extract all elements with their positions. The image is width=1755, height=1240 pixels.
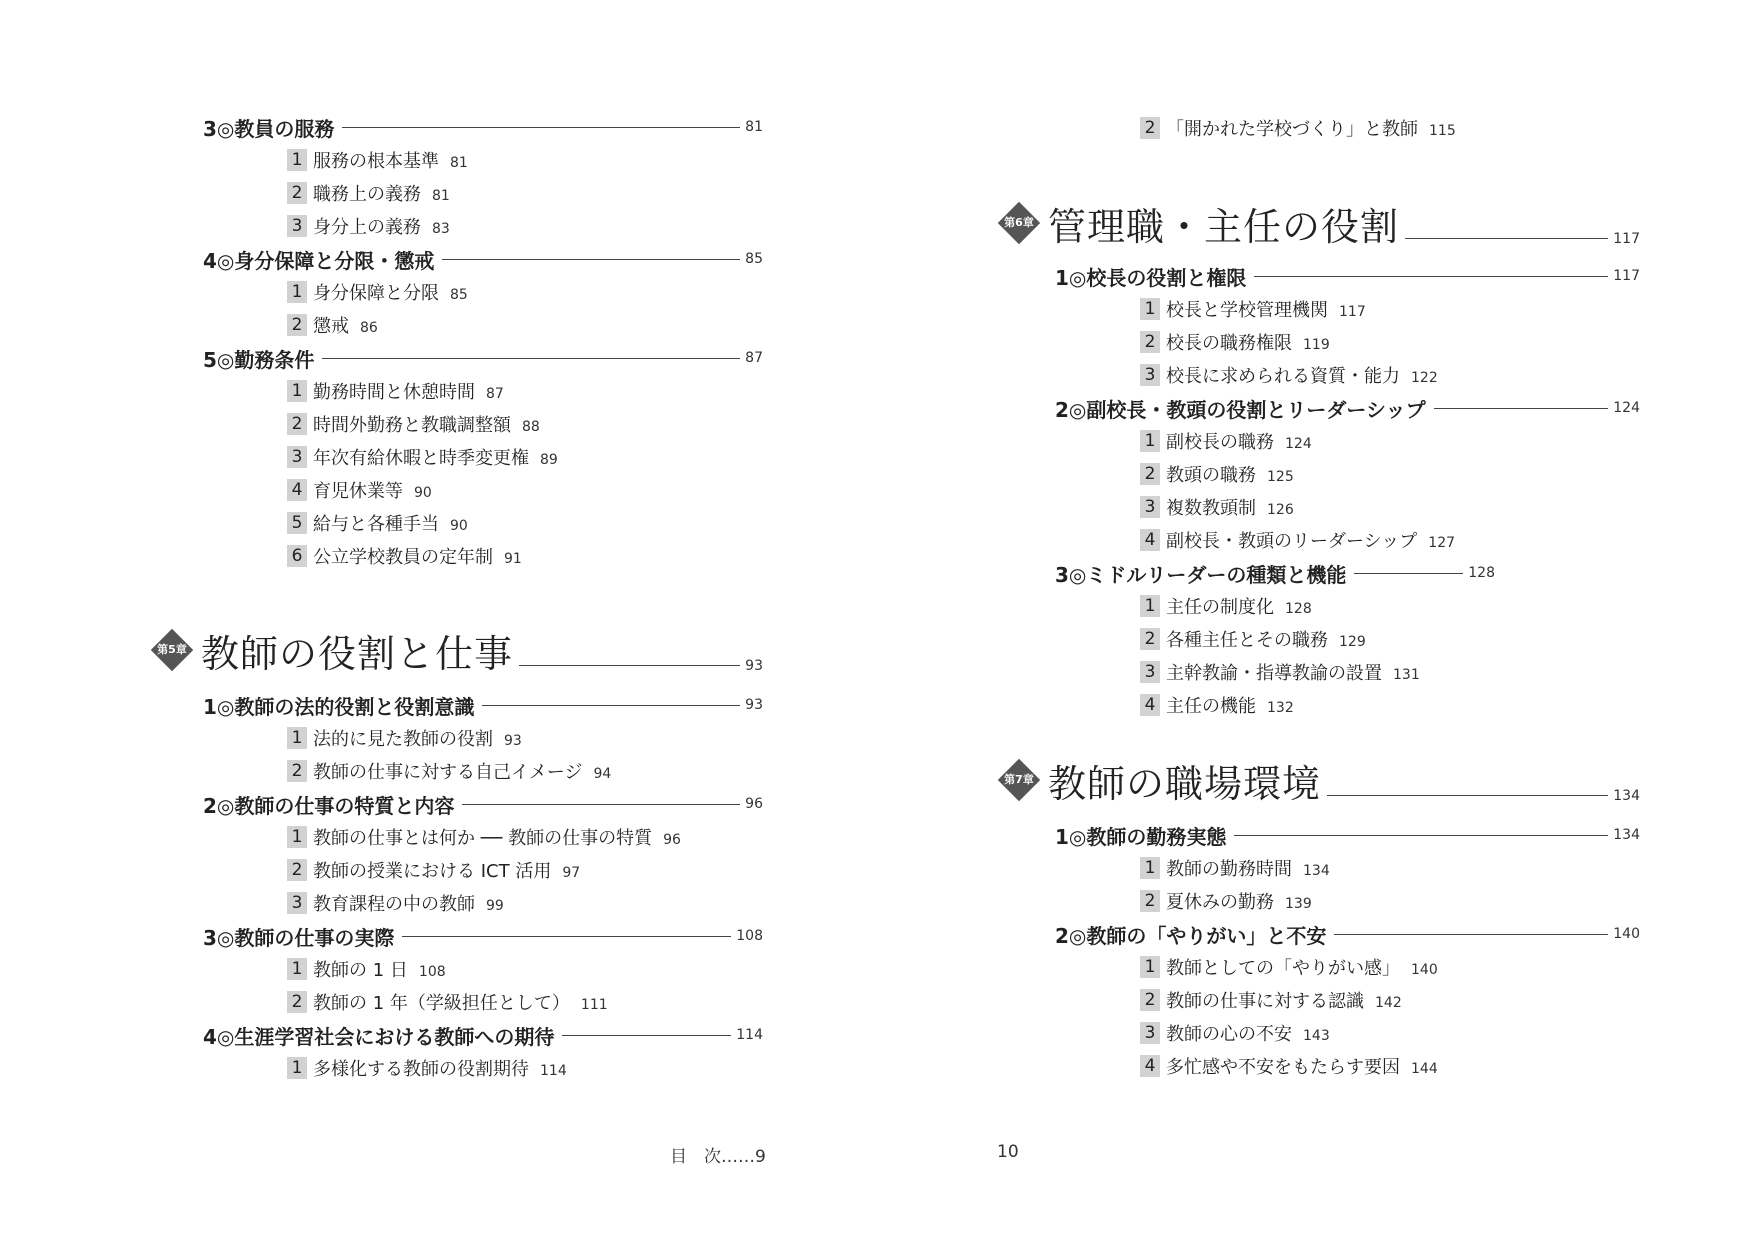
subsection-number: 1 (287, 149, 307, 171)
subsection-number: 2 (1140, 989, 1160, 1011)
toc-subsection[interactable] (1140, 1051, 1438, 1081)
subsection-title: 主任の制度化 (1166, 597, 1274, 618)
subsection-title: 年次有給休暇と時季変更権 (313, 448, 529, 469)
toc-section[interactable] (1055, 820, 1640, 850)
leader-line (1334, 934, 1608, 935)
subsection-title: 多忙感や不安をもたらす要因 (1166, 1057, 1400, 1078)
subsection-number: 3 (287, 446, 307, 468)
leader-line (562, 1035, 731, 1036)
subsection-title: 教頭の職務 (1166, 465, 1256, 486)
subsection-number: 3 (1140, 364, 1160, 386)
toc-section[interactable] (203, 789, 763, 819)
subsection-title: 時間外勤務と教職調整額 (313, 415, 511, 436)
chapter-number: 第6章 (1004, 216, 1034, 229)
page-number: 90 (450, 518, 468, 534)
page-number: 86 (360, 320, 378, 336)
subsection-number: 6 (287, 545, 307, 567)
toc-subsection[interactable] (1140, 492, 1294, 522)
chapter-badge (150, 628, 194, 672)
page-number: 139 (1285, 896, 1312, 912)
subsection-title: 副校長の職務 (1166, 432, 1274, 453)
subsection-title: 教師の授業における ICT 活用 (313, 861, 552, 882)
toc-subsection[interactable] (287, 723, 522, 753)
page-number: 124 (1613, 400, 1640, 416)
toc-subsection[interactable] (287, 954, 446, 984)
toc-subsection[interactable] (1140, 591, 1312, 621)
subsection-title: 複数教頭制 (1166, 498, 1256, 519)
page-number: 117 (1613, 231, 1640, 247)
section-title: 3◎ミドルリーダーの種類と機能 (1055, 562, 1347, 587)
page-number: 85 (745, 251, 763, 267)
toc-section[interactable] (1055, 261, 1640, 291)
page-number: 81 (745, 119, 763, 135)
toc-subsection[interactable] (1140, 624, 1366, 654)
page-number: 126 (1267, 502, 1294, 518)
toc-subsection[interactable] (1140, 294, 1366, 324)
page-number: 93 (745, 658, 763, 674)
section-title: 1◎教師の法的役割と役割意識 (203, 694, 475, 719)
toc-subsection[interactable] (1140, 690, 1294, 720)
toc-subsection[interactable] (287, 409, 540, 439)
toc-subsection[interactable] (287, 211, 450, 241)
chapter-badge (997, 758, 1041, 802)
toc-subsection[interactable] (1140, 952, 1438, 982)
subsection-title: 職務上の義務 (313, 184, 421, 205)
page-number: 125 (1267, 469, 1294, 485)
toc-subsection[interactable] (1140, 985, 1402, 1015)
toc-subsection[interactable] (287, 178, 450, 208)
page-number: 134 (1303, 863, 1330, 879)
subsection-number: 1 (287, 958, 307, 980)
toc-subsection[interactable] (1140, 853, 1330, 883)
leader-line (1434, 408, 1609, 409)
subsection-number: 2 (287, 859, 307, 881)
subsection-title: 校長に求められる資質・能力 (1166, 366, 1400, 387)
page-number: 140 (1411, 962, 1438, 978)
subsection-number: 4 (1140, 1055, 1160, 1077)
page-number: 144 (1411, 1061, 1438, 1077)
subsection-title: 各種主任とその職務 (1166, 630, 1328, 651)
toc-subsection[interactable] (287, 1053, 567, 1083)
toc-subsection[interactable] (1140, 657, 1420, 687)
page-number: 108 (736, 928, 763, 944)
page-number: 88 (522, 419, 540, 435)
page-number: 97 (562, 865, 581, 881)
toc-section[interactable] (203, 921, 763, 951)
subsection-title: 教師の 1 日 (313, 960, 408, 981)
subsection-number: 3 (1140, 1022, 1160, 1044)
subsection-number: 1 (287, 1057, 307, 1079)
page-number: 131 (1393, 667, 1420, 683)
section-title: 1◎教師の勤務実態 (1055, 824, 1227, 849)
subsection-number: 3 (1140, 496, 1160, 518)
toc-subsection[interactable] (287, 310, 378, 340)
toc-subsection[interactable] (287, 145, 468, 175)
toc-subsection[interactable] (1140, 426, 1312, 456)
section-title: 4◎身分保障と分限・懲戒 (203, 248, 435, 273)
page-number: 115 (1429, 123, 1456, 139)
page-number: 108 (418, 964, 446, 980)
subsection-title: 教師の心の不安 (1166, 1024, 1292, 1045)
page-number: 87 (486, 386, 504, 402)
left-page (0, 0, 877, 1240)
subsection-title: 夏休みの勤務 (1166, 892, 1274, 913)
subsection-number: 1 (1140, 430, 1160, 452)
toc-subsection[interactable] (287, 855, 580, 885)
toc-subsection[interactable] (1140, 360, 1438, 390)
subsection-number: 2 (287, 314, 307, 336)
subsection-title: 教師の 1 年（学級担任として） (313, 993, 570, 1014)
page-number: 90 (414, 485, 432, 501)
subsection-title: 多様化する教師の役割期待 (313, 1059, 529, 1080)
subsection-title: 身分上の義務 (313, 217, 421, 238)
chapter-title: 教師の職場環境 (1048, 761, 1322, 806)
page-number: 89 (540, 452, 558, 468)
subsection-number: 1 (1140, 595, 1160, 617)
leader-line (402, 936, 731, 937)
leader-line (1234, 835, 1608, 836)
toc-section[interactable] (203, 690, 763, 720)
page-number: 96 (745, 796, 763, 812)
section-title: 3◎教員の服務 (203, 116, 335, 141)
page-number: 132 (1267, 700, 1294, 716)
page-number: 124 (1285, 436, 1312, 452)
page-number: 91 (504, 551, 522, 567)
subsection-title: 服務の根本基準 (313, 151, 439, 172)
subsection-number: 2 (287, 182, 307, 204)
subsection-title: 「開かれた学校づくり」と教師 (1166, 119, 1418, 140)
page-number: 83 (432, 221, 450, 237)
toc-subsection[interactable] (1140, 1018, 1330, 1048)
toc-subsection[interactable] (287, 277, 468, 307)
page-number: 129 (1339, 634, 1366, 650)
subsection-number: 5 (287, 512, 307, 534)
leader-line (322, 358, 740, 359)
page-number: 114 (540, 1063, 567, 1079)
subsection-title: 法的に見た教師の役割 (313, 729, 493, 750)
chapter-title: 教師の役割と仕事 (201, 631, 514, 676)
subsection-title: 身分保障と分限 (313, 283, 439, 304)
toc-subsection[interactable] (287, 541, 522, 571)
subsection-title: 校長と学校管理機関 (1166, 300, 1328, 321)
page-number: 114 (736, 1027, 763, 1043)
leader-line (342, 127, 740, 128)
page-number: 117 (1613, 268, 1640, 284)
page-number: 117 (1339, 304, 1366, 320)
subsection-title: 教育課程の中の教師 (313, 894, 475, 915)
subsection-title: 教師としての「やりがい感」 (1166, 958, 1400, 979)
page-number: 87 (745, 350, 763, 366)
subsection-number: 2 (287, 413, 307, 435)
toc-subsection[interactable] (287, 987, 608, 1017)
toc-section[interactable] (203, 1020, 763, 1050)
toc-section[interactable] (1055, 919, 1640, 949)
page-number: 127 (1428, 535, 1456, 551)
subsection-number: 2 (1140, 117, 1160, 139)
leader-line (1327, 795, 1608, 796)
leader-line (519, 665, 740, 666)
toc-subsection[interactable] (1140, 886, 1312, 916)
subsection-number: 3 (287, 892, 307, 914)
page-number: 142 (1375, 995, 1402, 1011)
section-title: 3◎教師の仕事の実際 (203, 925, 395, 950)
subsection-title: 育児休業等 (313, 481, 403, 502)
subsection-title: 教師の仕事に対する認識 (1166, 991, 1364, 1012)
toc-subsection[interactable] (287, 475, 432, 505)
chapter-title: 管理職・主任の役割 (1048, 204, 1400, 249)
page-number: 96 (663, 832, 681, 848)
chapter-number: 第7章 (1004, 773, 1034, 786)
leader-line (462, 804, 740, 805)
toc-subsection[interactable] (287, 508, 468, 538)
subsection-title: 給与と各種手当 (313, 514, 439, 535)
page-number: 140 (1613, 926, 1640, 942)
subsection-title: 教師の仕事に対する自己イメージ (313, 762, 583, 783)
page-number: 93 (504, 733, 522, 749)
leader-line (1405, 238, 1608, 239)
leader-line (482, 705, 740, 706)
toc-chapter[interactable] (150, 622, 763, 678)
subsection-number: 4 (1140, 529, 1160, 551)
leader-line (442, 259, 740, 260)
toc-subsection[interactable] (1140, 113, 1456, 143)
toc-section[interactable] (203, 343, 763, 373)
subsection-number: 2 (287, 991, 307, 1013)
page-number: 85 (450, 287, 468, 303)
toc-section[interactable] (1055, 558, 1495, 588)
page-number: 122 (1411, 370, 1438, 386)
subsection-number: 1 (1140, 298, 1160, 320)
page-number: 94 (593, 766, 612, 782)
section-title: 1◎校長の役割と権限 (1055, 265, 1247, 290)
subsection-title: 教師の仕事とは何か ── 教師の仕事の特質 (313, 828, 653, 849)
subsection-number: 2 (1140, 890, 1160, 912)
toc-subsection[interactable] (287, 442, 558, 472)
toc-subsection[interactable] (287, 756, 611, 786)
section-title: 2◎教師の仕事の特質と内容 (203, 793, 455, 818)
page-number: 128 (1285, 601, 1312, 617)
page-number: 81 (432, 188, 450, 204)
toc-subsection[interactable] (287, 822, 681, 852)
section-title: 5◎勤務条件 (203, 347, 315, 372)
toc-subsection[interactable] (1140, 459, 1294, 489)
subsection-number: 4 (287, 479, 307, 501)
subsection-title: 主幹教諭・指導教諭の設置 (1166, 663, 1382, 684)
subsection-number: 1 (287, 281, 307, 303)
right-page (877, 0, 1755, 1240)
chapter-badge (997, 201, 1041, 245)
subsection-number: 2 (287, 760, 307, 782)
toc-subsection[interactable] (287, 376, 504, 406)
subsection-number: 2 (1140, 463, 1160, 485)
subsection-number: 2 (1140, 628, 1160, 650)
page-number: 111 (580, 997, 608, 1013)
subsection-title: 主任の機能 (1166, 696, 1256, 717)
toc-section[interactable] (203, 244, 763, 274)
subsection-number: 1 (287, 727, 307, 749)
subsection-number: 3 (287, 215, 307, 237)
subsection-title: 勤務時間と休憩時間 (313, 382, 475, 403)
leader-line (1254, 276, 1608, 277)
page-number: 99 (486, 898, 504, 914)
leader-line (1354, 573, 1463, 574)
subsection-title: 副校長・教頭のリーダーシップ (1166, 531, 1418, 552)
subsection-title: 懲戒 (313, 316, 349, 337)
subsection-title: 公立学校教員の定年制 (313, 547, 493, 568)
subsection-number: 1 (1140, 857, 1160, 879)
subsection-number: 4 (1140, 694, 1160, 716)
chapter-number: 第5章 (157, 643, 187, 656)
section-title: 4◎生涯学習社会における教師への期待 (203, 1024, 555, 1049)
toc-section[interactable] (203, 112, 763, 142)
page-folio: 10 (997, 1142, 1019, 1162)
toc-subsection[interactable] (287, 888, 504, 918)
page-folio: 目 次……9 (670, 1147, 766, 1167)
subsection-number: 1 (287, 826, 307, 848)
toc-subsection[interactable] (1140, 327, 1330, 357)
subsection-number: 3 (1140, 661, 1160, 683)
subsection-number: 2 (1140, 331, 1160, 353)
page-number: 134 (1613, 827, 1640, 843)
toc-chapter[interactable] (997, 752, 1640, 808)
section-title: 2◎教師の「やりがい」と不安 (1055, 923, 1327, 948)
page-number: 81 (450, 155, 468, 171)
page-number: 119 (1303, 337, 1330, 353)
page-number: 134 (1613, 788, 1640, 804)
toc-subsection[interactable] (1140, 525, 1455, 555)
subsection-number: 1 (1140, 956, 1160, 978)
page-number: 128 (1468, 565, 1495, 581)
subsection-title: 教師の勤務時間 (1166, 859, 1292, 880)
section-title: 2◎副校長・教頭の役割とリーダーシップ (1055, 397, 1426, 422)
toc-section[interactable] (1055, 393, 1640, 423)
page-number: 93 (745, 697, 763, 713)
page-number: 143 (1303, 1028, 1330, 1044)
subsection-title: 校長の職務権限 (1166, 333, 1292, 354)
toc-chapter[interactable] (997, 195, 1640, 251)
subsection-number: 1 (287, 380, 307, 402)
